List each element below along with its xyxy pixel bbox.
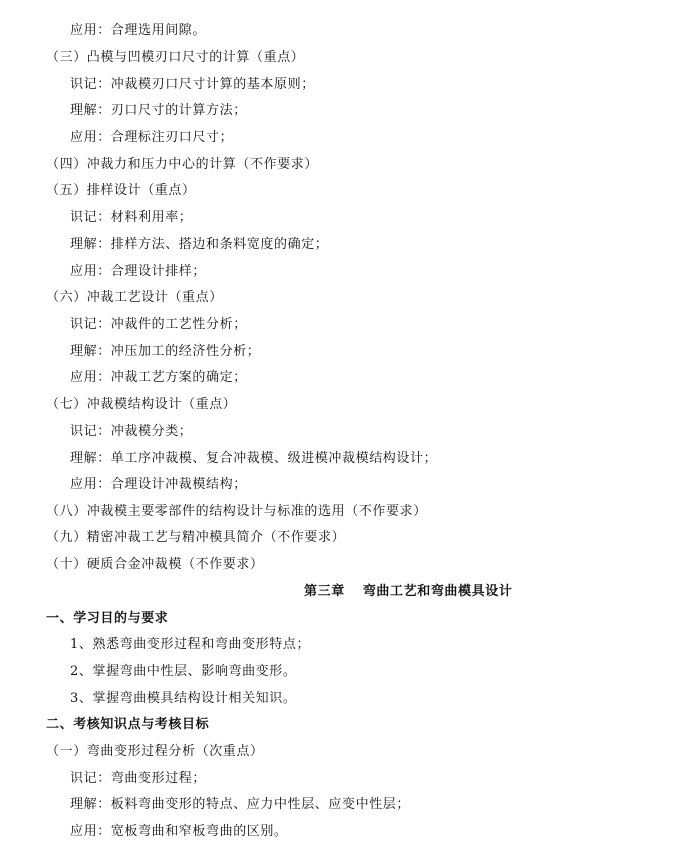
- text-line: 理解：单工序冲裁模、复合冲裁模、级进模冲裁模结构设计；: [70, 451, 438, 466]
- section-heading: 一、学习目的与要求: [46, 611, 169, 626]
- section-item: （十）硬质合金冲裁模（不作要求）: [46, 557, 264, 572]
- chapter-number: 第三章: [304, 584, 345, 599]
- text-line: 应用：合理设计冲裁模结构；: [70, 477, 247, 492]
- text-line: 识记：弯曲变形过程；: [70, 771, 207, 786]
- section-item: （一）弯曲变形过程分析（次重点）: [46, 744, 264, 759]
- section-item: （四）冲裁力和压力中心的计算（不作要求）: [46, 157, 319, 172]
- text-line: 识记：冲裁模刃口尺寸计算的基本原则；: [70, 77, 315, 92]
- chapter-title: [304, 583, 512, 601]
- section-item: （三）凸模与凹模刃口尺寸的计算（重点）: [46, 50, 305, 65]
- text-line: 理解：刃口尺寸的计算方法；: [70, 103, 247, 118]
- section-item: （七）冲裁模结构设计（重点）: [46, 397, 237, 412]
- text-line: 应用：合理选用间隙。: [70, 23, 207, 38]
- chapter-name: 弯曲工艺和弯曲模具设计: [362, 584, 513, 599]
- text-line: 理解：排样方法、搭边和条料宽度的确定；: [70, 237, 329, 252]
- text-line: 应用：合理标注刃口尺寸；: [70, 130, 234, 145]
- section-heading: 二、考核知识点与考核目标: [46, 717, 210, 732]
- section-item: （五）排样设计（重点）: [46, 183, 196, 198]
- section-item: （八）冲裁模主要零部件的结构设计与标准的选用（不作要求）: [46, 504, 427, 519]
- text-line: 识记：冲裁模分类；: [70, 424, 193, 439]
- text-line: 理解：板料弯曲变形的特点、应力中性层、应变中性层；: [70, 797, 411, 812]
- text-line: 理解：冲压加工的经济性分析；: [70, 344, 261, 359]
- text-line: 应用：合理设计排样；: [70, 264, 207, 279]
- text-line: 应用：冲裁工艺方案的确定；: [70, 370, 247, 385]
- section-item: （六）冲裁工艺设计（重点）: [46, 290, 223, 305]
- section-item: （九）精密冲裁工艺与精冲模具简介（不作要求）: [46, 530, 346, 545]
- text-line: 识记：冲裁件的工艺性分析；: [70, 317, 247, 332]
- text-line: 应用：宽板弯曲和窄板弯曲的区别。: [70, 824, 288, 839]
- list-item: 1、熟悉弯曲变形过程和弯曲变形特点；: [70, 637, 311, 652]
- text-line: 识记：材料利用率；: [70, 210, 193, 225]
- list-item: 2、掌握弯曲中性层、影响弯曲变形。: [70, 664, 297, 679]
- list-item: 3、掌握弯曲模具结构设计相关知识。: [70, 691, 297, 706]
